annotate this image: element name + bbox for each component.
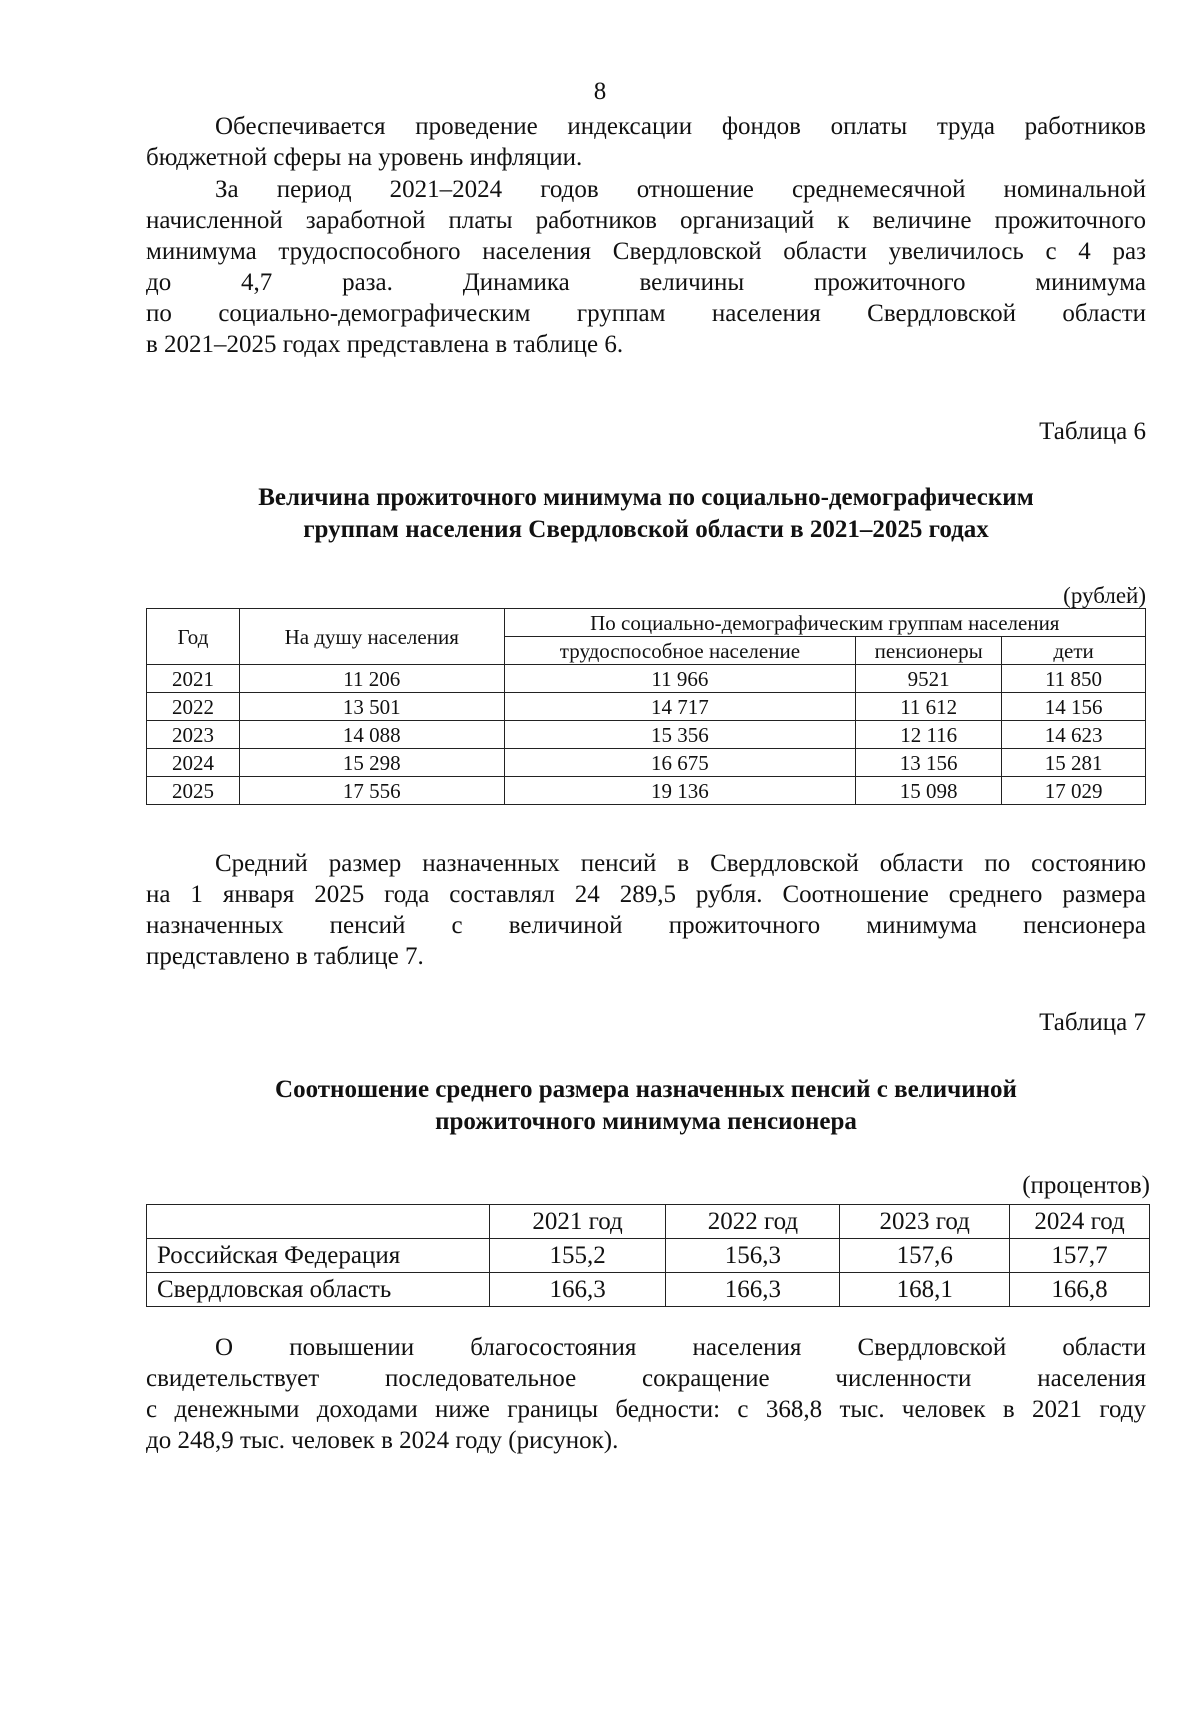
table-6-label: Таблица 6: [1039, 418, 1146, 445]
table-header-row: [147, 1205, 1150, 1239]
table-cell: 2021: [147, 665, 240, 693]
table-cell: 15 098: [856, 777, 1002, 805]
table-cell: 14 623: [1002, 721, 1146, 749]
text-line: до 4,7 раза. Динамика величины прожиточного минимума: [146, 269, 1146, 296]
column-header-2022: 2022 год: [666, 1205, 840, 1239]
column-header-blank: [147, 1205, 490, 1239]
table-cell: 19 136: [504, 777, 856, 805]
table-cell: 13 501: [239, 693, 504, 721]
table-cell: 14 717: [504, 693, 856, 721]
table-cell: 11 850: [1002, 665, 1146, 693]
table-cell: 2023: [147, 721, 240, 749]
column-header-per-capita: На душу населения: [239, 609, 504, 665]
table-cell: 15 281: [1002, 749, 1146, 777]
text-line: с денежными доходами ниже границы бедности: с 368,8 тыс. человек в 2021 году: [146, 1396, 1146, 1423]
column-header-working: трудоспособное население: [504, 637, 856, 665]
table-cell: 16 675: [504, 749, 856, 777]
row-header: Российская Федерация: [147, 1239, 490, 1273]
table-cell: 15 356: [504, 721, 856, 749]
text-line: начисленной заработной платы работников организаций к величине прожиточного: [146, 207, 1146, 234]
text-line: Средний размер назначенных пенсий в Свердловской области по состоянию: [215, 850, 1146, 877]
table-6-units: (рублей): [1063, 583, 1146, 608]
table-cell: 166,3: [489, 1273, 666, 1307]
table-7-title-line: прожиточного минимума пенсионера: [435, 1108, 857, 1135]
table-cell: 9521: [856, 665, 1002, 693]
table-cell: 166,3: [666, 1273, 840, 1307]
table-cell: 157,6: [840, 1239, 1010, 1273]
column-header-children: дети: [1002, 637, 1146, 665]
table-7-title-line: Соотношение среднего размера назначенных пенсий с величиной: [275, 1076, 1017, 1103]
column-header-year: Год: [147, 609, 240, 665]
row-header: Свердловская область: [147, 1273, 490, 1307]
table-cell: 15 298: [239, 749, 504, 777]
table-6-title-line: группам населения Свердловской области в 2021–2025 годах: [303, 516, 989, 543]
table-6-title-line: Величина прожиточного минимума по социально-демографическим: [258, 484, 1034, 511]
text-line: на 1 января 2025 года составлял 24 289,5 рубля. Соотношение среднего размера: [146, 881, 1146, 908]
table-row: [147, 665, 1146, 693]
text-line: бюджетной сферы на уровень инфляции.: [146, 144, 583, 171]
column-header-pensioners: пенсионеры: [856, 637, 1002, 665]
table-cell: 2022: [147, 693, 240, 721]
text-line: представлено в таблице 7.: [146, 943, 424, 970]
text-line: Обеспечивается проведение индексации фондов оплаты труда работников: [215, 113, 1146, 140]
table-cell: 11 206: [239, 665, 504, 693]
table-cell: 166,8: [1010, 1273, 1150, 1307]
table-row: [147, 1273, 1150, 1307]
text-line: назначенных пенсий с величиной прожиточного минимума пенсионера: [146, 912, 1146, 939]
text-line: свидетельствует последовательное сокращение численности населения: [146, 1365, 1146, 1392]
column-header-2021: 2021 год: [489, 1205, 666, 1239]
table-cell: 2024: [147, 749, 240, 777]
text-line: в 2021–2025 годах представлена в таблице 6.: [146, 331, 624, 358]
table-row: [147, 749, 1146, 777]
paragraph-indexation: [146, 111, 1146, 173]
column-header-groups: По социально-демографическим группам населения: [504, 609, 1145, 637]
page-number: 8: [593, 78, 607, 105]
text-line: минимума трудоспособного населения Свердловской области увеличилось с 4 раз: [146, 238, 1146, 265]
table-cell: 168,1: [840, 1273, 1010, 1307]
paragraph-pensions: [146, 848, 1146, 972]
table-cell: 17 556: [239, 777, 504, 805]
paragraph-poverty: [146, 1332, 1146, 1456]
table-7-label: Таблица 7: [1039, 1009, 1146, 1036]
table-row: [147, 721, 1146, 749]
table-cell: 14 088: [239, 721, 504, 749]
table-cell: 11 612: [856, 693, 1002, 721]
table-cell: 14 156: [1002, 693, 1146, 721]
table-7-title: [146, 1074, 1146, 1138]
table-header-row: [147, 609, 1146, 637]
table-cell: 155,2: [489, 1239, 666, 1273]
table-6: [146, 608, 1146, 805]
text-line: до 248,9 тыс. человек в 2024 году (рисунок).: [146, 1427, 619, 1454]
text-line: по социально-демографическим группам населения Свердловской области: [146, 300, 1146, 327]
table-cell: 2025: [147, 777, 240, 805]
table-7: [146, 1204, 1150, 1307]
table-cell: 11 966: [504, 665, 856, 693]
table-cell: 17 029: [1002, 777, 1146, 805]
table-row: [147, 693, 1146, 721]
table-cell: 12 116: [856, 721, 1002, 749]
column-header-2024: 2024 год: [1010, 1205, 1150, 1239]
text-line: За период 2021–2024 годов отношение среднемесячной номинальной: [215, 176, 1146, 203]
table-row: [147, 1239, 1150, 1273]
table-cell: 13 156: [856, 749, 1002, 777]
table-row: [147, 777, 1146, 805]
table-cell: 157,7: [1010, 1239, 1150, 1273]
table-7-units: (процентов): [1022, 1172, 1150, 1199]
paragraph-wage-ratio: [146, 174, 1146, 360]
text-line: О повышении благосостояния населения Свердловской области: [215, 1334, 1146, 1361]
column-header-2023: 2023 год: [840, 1205, 1010, 1239]
table-6-title: [146, 482, 1146, 546]
table-cell: 156,3: [666, 1239, 840, 1273]
